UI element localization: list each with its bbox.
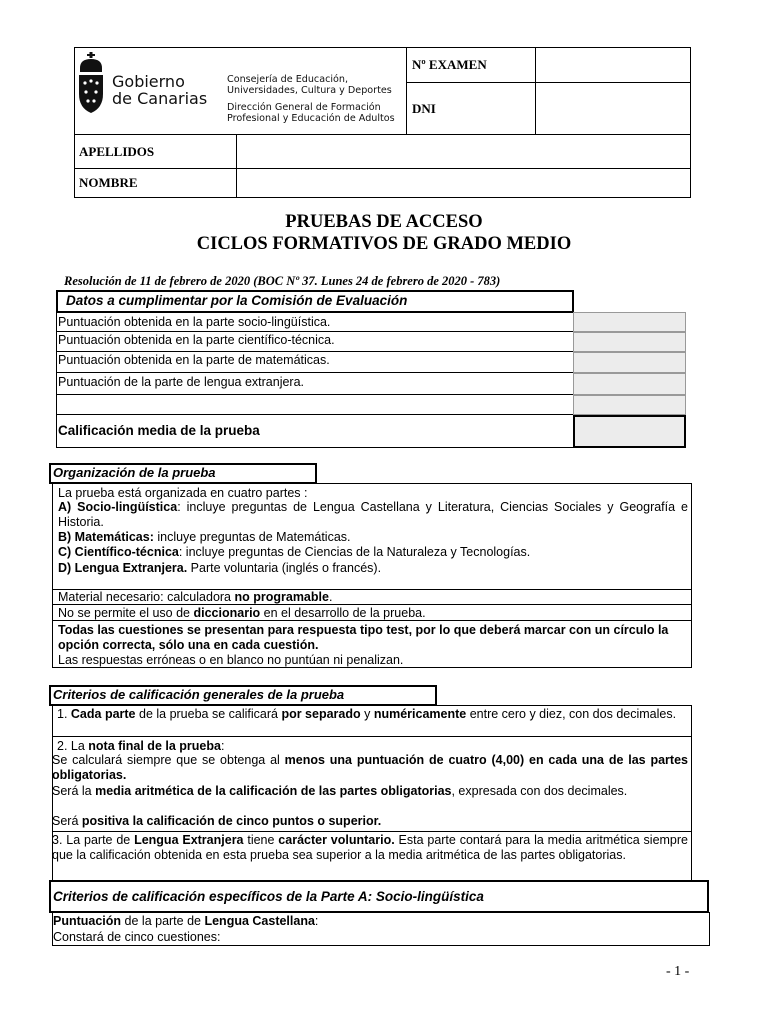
- criterios-heading: Criterios de calificación generales de la prueba: [49, 685, 437, 706]
- score-field-media[interactable]: [573, 415, 686, 448]
- punt-t1: de la parte de: [121, 914, 205, 928]
- dni-label: DNI: [412, 101, 436, 116]
- dicc-bold: diccionario: [193, 606, 261, 620]
- c3-b1: Lengua Extranjera: [134, 833, 244, 847]
- consejeria-line-2: Universidades, Cultura y Deportes: [227, 85, 392, 96]
- material-pre: Material necesario: calculadora: [58, 590, 235, 604]
- nombre-field[interactable]: [238, 170, 689, 197]
- score-field-socio[interactable]: [573, 312, 686, 332]
- parte-c-text: [58, 545, 530, 560]
- parte-c-label: C) Científico-técnica: [58, 545, 179, 559]
- direccion-line-2: Profesional y Educación de Adultos: [227, 113, 395, 124]
- score-field-matematicas[interactable]: [573, 352, 686, 373]
- constara-text: Constará de cinco cuestiones:: [53, 930, 221, 944]
- examen-field[interactable]: [537, 49, 689, 81]
- c1-b2: por separado: [281, 707, 361, 721]
- c2-l3-bold: media aritmética de la calificación de las partes obligatorias: [95, 784, 452, 798]
- puntuacion-lengua-extranjera: Puntuación de la parte de lengua extranjera.: [58, 375, 305, 389]
- c2-l3-post: , expresada con dos decimales.: [451, 784, 628, 798]
- score-field-empty[interactable]: [573, 395, 686, 415]
- material-bold: no programable: [234, 590, 329, 604]
- criterio-2-line-4: [52, 814, 381, 829]
- material-text: [58, 590, 332, 605]
- c2-l4-pre: Será: [52, 814, 82, 828]
- c3-pre: 3. La parte de: [52, 833, 135, 847]
- puntuacion-lengua-castellana: [53, 914, 318, 929]
- c1-b3: numéricamente: [373, 707, 467, 721]
- divider: [236, 134, 237, 198]
- page-number: - 1 -: [666, 964, 690, 979]
- c2-pre: 2. La: [57, 739, 89, 753]
- c2-l2-bold: menos una puntuación de cuatro (4,00) en cada una de las partes obligatorias.: [52, 753, 688, 782]
- parte-a-text: [58, 500, 688, 529]
- consejeria-line-1: Consejería de Educación,: [227, 74, 349, 85]
- parte-d-label: D) Lengua Extranjera.: [58, 561, 188, 575]
- c2-l4-bold: positiva la calificación de cinco puntos o superior.: [81, 814, 382, 828]
- material-post: .: [328, 590, 333, 604]
- divider: [52, 736, 692, 737]
- criterio-2-heading: [57, 739, 224, 754]
- parte-d-desc: Parte voluntaria (inglés o francés).: [187, 561, 382, 575]
- criterio-3: [52, 833, 688, 862]
- divider: [406, 47, 407, 135]
- c1-pre: 1.: [57, 707, 71, 721]
- resolucion-text: Resolución de 11 de febrero de 2020 (BOC Nº 37. Lunes 24 de febrero de 2020 - 783): [64, 274, 501, 288]
- criterio-1: [52, 707, 688, 722]
- c2-l2-pre: Se calculará siempre que se obtenga al: [52, 753, 285, 767]
- c3-t2: Esta parte contará para la media aritmética siempre que la calificación obtenida en esta prueba sea superior a la media aritmética de las partes obligatorias.: [52, 833, 688, 862]
- score-field-lengua[interactable]: [573, 373, 686, 395]
- dicc-post: en el desarrollo de la prueba.: [260, 606, 426, 620]
- divider: [52, 831, 692, 832]
- parte-b-label: B) Matemáticas:: [58, 530, 154, 544]
- title-line-2: CICLOS FORMATIVOS DE GRADO MEDIO: [196, 234, 572, 254]
- punt-b1: Puntuación: [53, 914, 122, 928]
- parte-a-desc: : incluye preguntas de Lengua Castellana y Literatura, Ciencias Sociales y Geografía e Historia.: [58, 500, 688, 529]
- puntuacion-socio: Puntuación obtenida en la parte socio-lingüística.: [58, 315, 331, 329]
- diccionario-text: [58, 606, 426, 621]
- coat-of-arms-icon: [76, 52, 106, 116]
- divider: [74, 134, 691, 135]
- parte-b-text: [58, 530, 351, 545]
- score-field-cientifico[interactable]: [573, 332, 686, 352]
- punt-t2: :: [314, 914, 319, 928]
- c1-t2: y: [360, 707, 374, 721]
- c3-b2: carácter voluntario.: [278, 833, 395, 847]
- c1-b1: Cada parte: [70, 707, 136, 721]
- organizacion-heading: Organización de la prueba: [49, 463, 317, 484]
- logo-line-1: Gobierno: [112, 72, 185, 91]
- criterio-2-line-3: [52, 784, 688, 799]
- test-note: Las respuestas erróneas o en blanco no puntúan ni penalizan.: [58, 653, 404, 667]
- especificos-heading: Criterios de calificación específicos de la Parte A: Socio-lingüística: [49, 880, 709, 913]
- dni-field[interactable]: [537, 84, 689, 133]
- divider: [535, 47, 536, 135]
- parte-a-label: A) Socio-lingüística: [58, 500, 178, 514]
- c1-t1: de la prueba se calificará: [135, 707, 282, 721]
- c2-t1: :: [220, 739, 225, 753]
- divider: [406, 82, 691, 83]
- puntuacion-matematicas: Puntuación obtenida en la parte de matemáticas.: [58, 353, 330, 367]
- apellidos-field[interactable]: [238, 136, 689, 167]
- parte-d-text: [58, 561, 381, 576]
- dicc-pre: No se permite el uso de: [58, 606, 194, 620]
- parte-b-desc: incluye preguntas de Matemáticas.: [153, 530, 351, 544]
- punt-b2: Lengua Castellana: [204, 914, 315, 928]
- examen-label: Nº EXAMEN: [412, 57, 487, 72]
- c2-b1: nota final de la prueba: [88, 739, 221, 753]
- calificacion-media-label: Calificación media de la prueba: [58, 423, 260, 438]
- title-line-1: PRUEBAS DE ACCESO: [285, 212, 483, 232]
- criterio-2-line-2: [52, 753, 688, 782]
- puntuacion-cientifico: Puntuación obtenida en la parte científico-técnica.: [58, 333, 335, 347]
- evaluacion-heading: Datos a cumplimentar por la Comisión de Evaluación: [66, 293, 408, 308]
- c3-t1: tiene: [243, 833, 279, 847]
- logo-line-2: de Canarias: [112, 89, 208, 108]
- parte-c-desc: : incluye preguntas de Ciencias de la Naturaleza y Tecnologías.: [178, 545, 531, 559]
- test-instructions: Todas las cuestiones se presentan para respuesta tipo test, por lo que deberá marcar con un círculo la opción correcta, sólo una en cada cuestión.: [58, 623, 669, 652]
- direccion-line-1: Dirección General de Formación: [227, 102, 381, 113]
- c1-t3: entre cero y diez, con dos decimales.: [466, 707, 677, 721]
- c2-l3-pre: Será la: [52, 784, 96, 798]
- nombre-label: NOMBRE: [79, 175, 138, 190]
- divider: [74, 168, 691, 169]
- apellidos-label: APELLIDOS: [79, 144, 155, 159]
- organizacion-intro: La prueba está organizada en cuatro partes :: [58, 486, 308, 500]
